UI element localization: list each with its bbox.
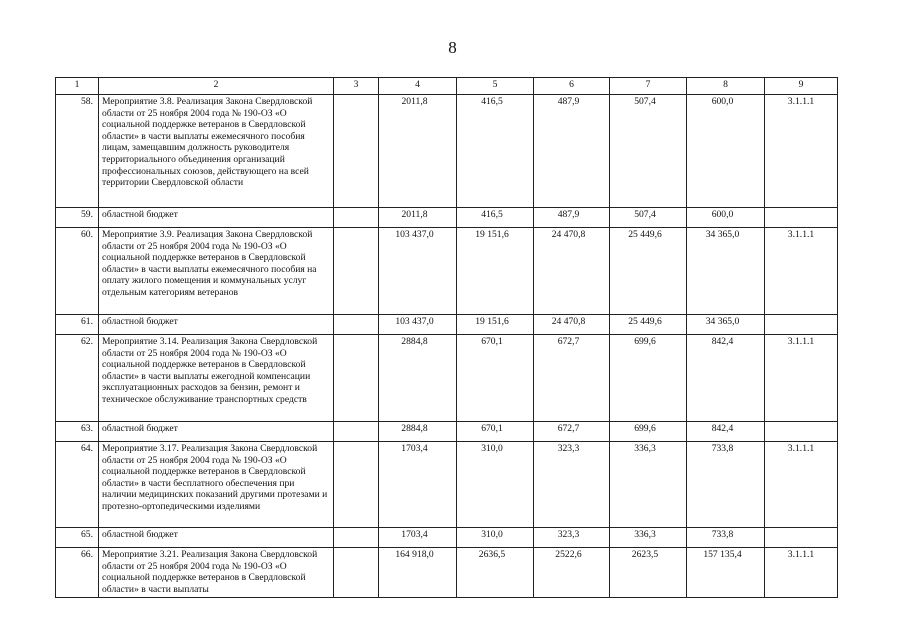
total-value: 2011,8	[379, 95, 457, 208]
budget-table-container	[55, 77, 837, 598]
target-code: 3.1.1.1	[765, 548, 838, 598]
table-row	[56, 442, 838, 528]
year-value: 25 449,6	[610, 228, 687, 315]
total-value: 2884,8	[379, 422, 457, 442]
year-value: 670,1	[457, 422, 534, 442]
column-3-cell	[334, 315, 379, 335]
row-description: областной бюджет	[99, 208, 334, 228]
header-cell: 6	[534, 78, 610, 95]
row-number: 65.	[56, 528, 99, 548]
year-value: 2623,5	[610, 548, 687, 598]
row-number: 61.	[56, 315, 99, 335]
row-number: 64.	[56, 442, 99, 528]
target-code: 3.1.1.1	[765, 95, 838, 208]
year-value: 310,0	[457, 528, 534, 548]
header-cell: 5	[457, 78, 534, 95]
total-value: 2884,8	[379, 335, 457, 422]
page-number: 8	[448, 38, 457, 57]
year-value: 24 470,8	[534, 228, 610, 315]
table-row	[56, 315, 838, 335]
header-cell: 8	[687, 78, 765, 95]
year-value: 336,3	[610, 442, 687, 528]
table-row	[56, 422, 838, 442]
year-value: 507,4	[610, 208, 687, 228]
total-value: 164 918,0	[379, 548, 457, 598]
column-3-cell	[334, 335, 379, 422]
column-3-cell	[334, 422, 379, 442]
row-number: 66.	[56, 548, 99, 598]
row-description: Мероприятие 3.9. Реализация Закона Свердловской области от 25 ноября 2004 года № 190-ОЗ «О социальной поддержке ветеранов в Свердловской области» в части выплаты ежемесячного пособия на оплату жилого помещения и коммунальных услуг отдельным категориям ветеранов	[99, 228, 334, 315]
year-value: 34 365,0	[687, 228, 765, 315]
year-value: 507,4	[610, 95, 687, 208]
year-value: 416,5	[457, 208, 534, 228]
year-value: 34 365,0	[687, 315, 765, 335]
year-value: 733,8	[687, 442, 765, 528]
year-value: 699,6	[610, 335, 687, 422]
header-row	[56, 78, 838, 95]
target-code: 3.1.1.1	[765, 335, 838, 422]
year-value: 600,0	[687, 95, 765, 208]
header-cell: 4	[379, 78, 457, 95]
table-row	[56, 228, 838, 315]
year-value: 699,6	[610, 422, 687, 442]
target-code	[765, 422, 838, 442]
year-value: 157 135,4	[687, 548, 765, 598]
year-value: 323,3	[534, 442, 610, 528]
target-code	[765, 315, 838, 335]
row-number: 59.	[56, 208, 99, 228]
row-number: 63.	[56, 422, 99, 442]
column-3-cell	[334, 528, 379, 548]
table-row	[56, 95, 838, 208]
table-row	[56, 208, 838, 228]
table-row	[56, 528, 838, 548]
total-value: 1703,4	[379, 528, 457, 548]
table-row	[56, 548, 838, 598]
header-cell: 9	[765, 78, 838, 95]
year-value: 600,0	[687, 208, 765, 228]
year-value: 672,7	[534, 422, 610, 442]
row-description: Мероприятие 3.8. Реализация Закона Свердловской области от 25 ноября 2004 года № 190-ОЗ «О социальной поддержке ветеранов в Свердловской области» в части выплаты ежемесячного пособия лицам, замещавшим должность руководителя территориального объединения организаций профессиональных союзов, действующего на всей территории Свердловской области	[99, 95, 334, 208]
year-value: 416,5	[457, 95, 534, 208]
year-value: 487,9	[534, 95, 610, 208]
target-code	[765, 528, 838, 548]
header-cell: 2	[99, 78, 334, 95]
year-value: 672,7	[534, 335, 610, 422]
year-value: 733,8	[687, 528, 765, 548]
year-value: 19 151,6	[457, 315, 534, 335]
column-3-cell	[334, 208, 379, 228]
year-value: 19 151,6	[457, 228, 534, 315]
column-3-cell	[334, 228, 379, 315]
year-value: 842,4	[687, 422, 765, 442]
year-value: 842,4	[687, 335, 765, 422]
budget-table	[55, 77, 838, 598]
row-number: 60.	[56, 228, 99, 315]
header-cell: 3	[334, 78, 379, 95]
total-value: 2011,8	[379, 208, 457, 228]
year-value: 25 449,6	[610, 315, 687, 335]
column-3-cell	[334, 95, 379, 208]
year-value: 670,1	[457, 335, 534, 422]
row-description: областной бюджет	[99, 315, 334, 335]
row-description: областной бюджет	[99, 422, 334, 442]
target-code	[765, 208, 838, 228]
column-3-cell	[334, 442, 379, 528]
row-description: Мероприятие 3.17. Реализация Закона Свердловской области от 25 ноября 2004 года № 190-ОЗ «О социальной поддержке ветеранов в Свердловской области» в части бесплатного обеспечения при наличии медицинских показаний другими протезами и протезно-ортопедическими изделиями	[99, 442, 334, 528]
year-value: 487,9	[534, 208, 610, 228]
row-description: Мероприятие 3.21. Реализация Закона Свердловской области от 25 ноября 2004 года № 190-ОЗ «О социальной поддержке ветеранов в Свердловской области» в части выплаты	[99, 548, 334, 598]
target-code: 3.1.1.1	[765, 442, 838, 528]
row-description: областной бюджет	[99, 528, 334, 548]
total-value: 1703,4	[379, 442, 457, 528]
total-value: 103 437,0	[379, 315, 457, 335]
table-row	[56, 335, 838, 422]
row-number: 62.	[56, 335, 99, 422]
year-value: 323,3	[534, 528, 610, 548]
column-3-cell	[334, 548, 379, 598]
year-value: 2636,5	[457, 548, 534, 598]
year-value: 336,3	[610, 528, 687, 548]
row-number: 58.	[56, 95, 99, 208]
year-value: 310,0	[457, 442, 534, 528]
total-value: 103 437,0	[379, 228, 457, 315]
year-value: 24 470,8	[534, 315, 610, 335]
row-description: Мероприятие 3.14. Реализация Закона Свердловской области от 25 ноября 2004 года № 190-ОЗ «О социальной поддержке ветеранов в Свердловской области» в части выплаты ежегодной компенсации эксплуатационных расходов за бензин, ремонт и техническое обслуживание транспортных средств	[99, 335, 334, 422]
year-value: 2522,6	[534, 548, 610, 598]
target-code: 3.1.1.1	[765, 228, 838, 315]
header-cell: 1	[56, 78, 99, 95]
header-cell: 7	[610, 78, 687, 95]
